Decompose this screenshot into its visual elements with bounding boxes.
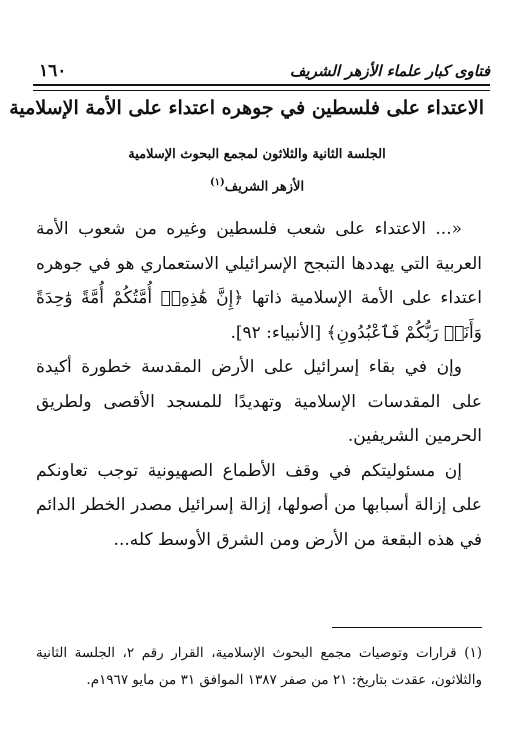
header-rule [33, 84, 490, 91]
organization-line [30, 177, 484, 194]
footnote: (١) قرارات وتوصيات مجمع البحوث الإسلامية، القرار رقم ٢، الجلسة الثانية والثلاثون، عقدت بتاريخ: ٢١ من صفر ١٣٨٧ الموافق ٣١ من مايو ١٩٦٧م. [36, 645, 483, 688]
page-number: ١٦٠ [39, 61, 67, 81]
paragraph-3: إن مسئوليتكم في وقف الأطماع الصهيونية توجب تعاونكم على إزالة أسبابها من أصولها، إزالة إسرائيل مصدر الخطر الدائم في هذه البقعة من الأرض ومن الشرق الأوسط كله... [36, 460, 482, 550]
body-text [36, 212, 482, 557]
organization-name: الأزهر الشريف [224, 179, 305, 195]
article-title: الاعتداء على فلسطين في جوهره اعتداء على الأمة الإسلامية [9, 97, 484, 119]
page-header [33, 60, 490, 82]
session-subtitle: الجلسة الثانية والثلاثون لمجمع البحوث الإسلامية [128, 147, 386, 162]
footnote-marker: (١) [209, 177, 225, 188]
running-head: فتاوى كبار علماء الأزهر الشريف [289, 62, 490, 80]
paragraph-2: وإن في بقاء إسرائيل على الأرض المقدسة خطورة أكيدة على المقدسات الإسلامية وتهديدًا للمسجد الأقصى ولطريق الحرمين الشريفين. [36, 357, 482, 446]
paragraph-1: «... الاعتداء على شعب فلسطين وغيره من شعوب الأمة العربية التي يهددها التبجح الإسرائيلي الاستعماري هو في جوهره اعتداء على الأمة الإسلامية ذاتها ﴿إِنَّ هَٰذِهِۦٓ أُمَّتُكُمْ أُمَّةً وَٰحِدَةً وَأَنَا۠ رَبُّكُمْ فَٱعْبُدُونِ﴾ [الأنبياء: ٩٢]. [36, 219, 482, 343]
footnote-rule [332, 627, 482, 628]
